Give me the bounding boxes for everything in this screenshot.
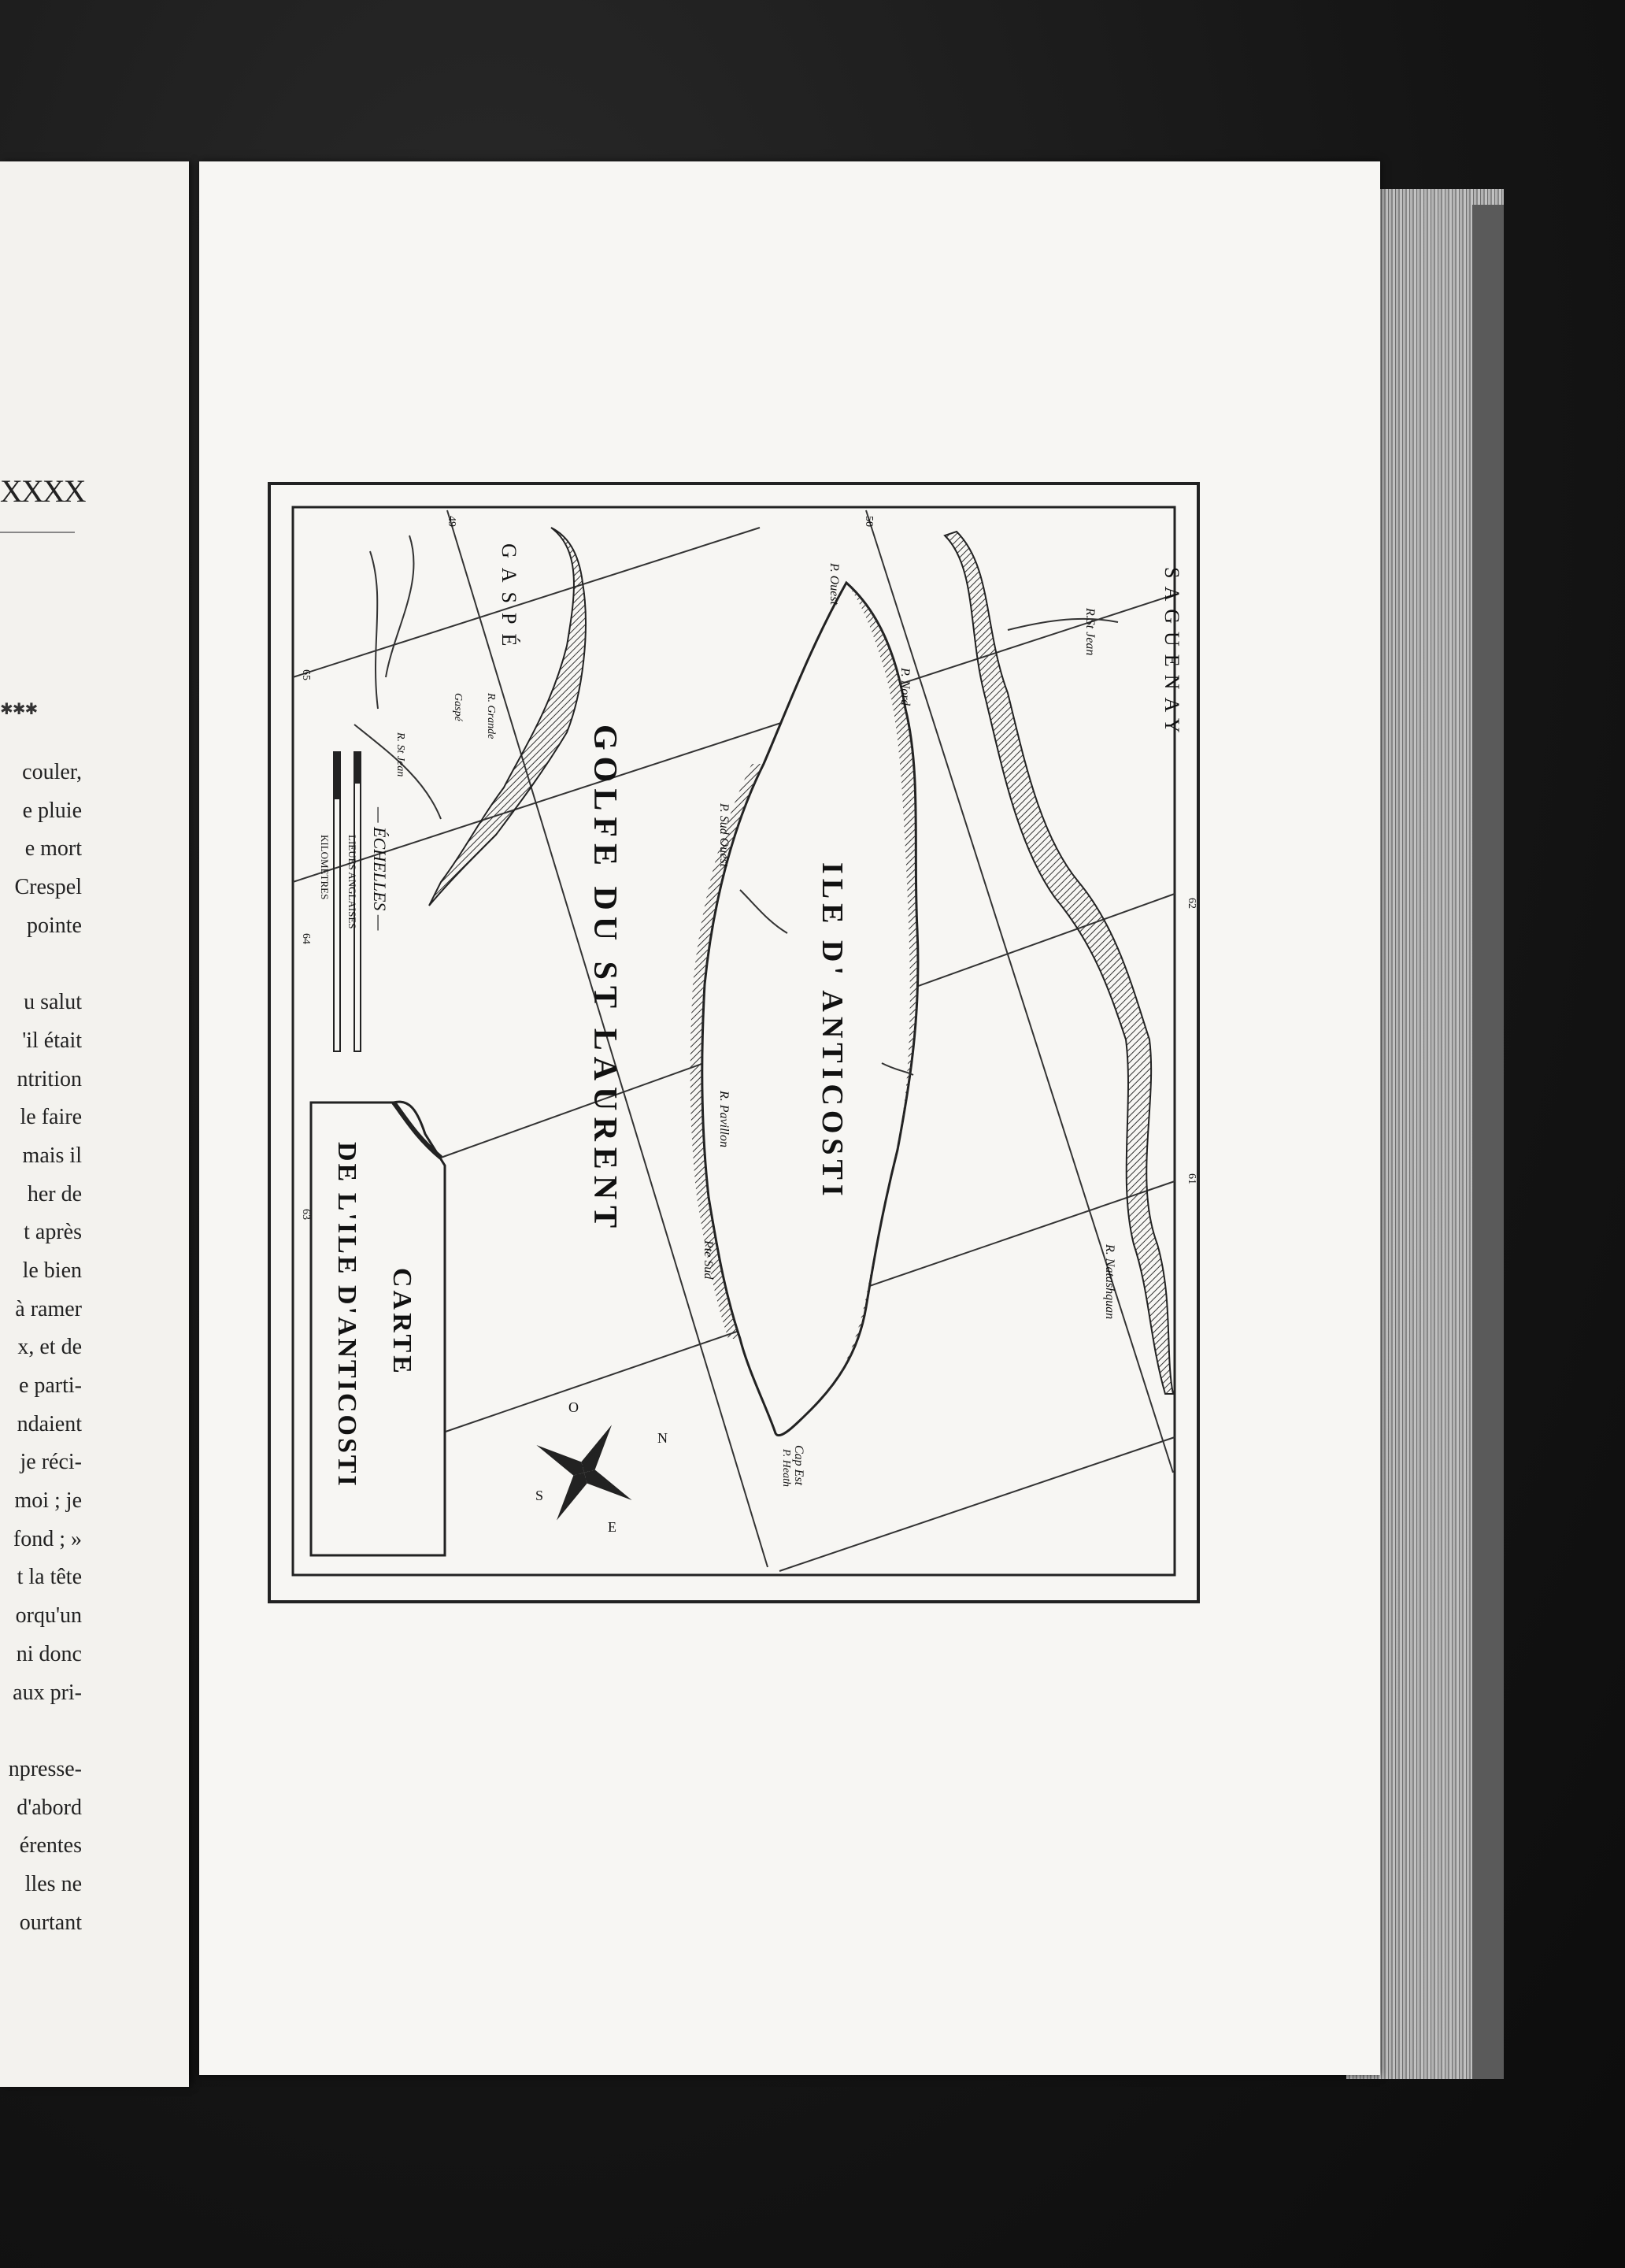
left-text-line: npresse-: [8, 1756, 82, 1781]
scale-leagues: LIEUES ANGLAISES: [346, 835, 358, 929]
left-text-line: ndaient: [17, 1411, 82, 1436]
map-title-line2: DE L'ILE D'ANTICOSTI: [332, 1142, 361, 1488]
left-text-line: Crespel: [14, 875, 82, 900]
left-text-line: pointe: [27, 913, 82, 938]
left-text-line: t la tête: [17, 1565, 82, 1590]
degree-label-61: 61: [1186, 1173, 1197, 1184]
left-text-line: e mort: [24, 836, 82, 862]
left-text-line: ourtant: [19, 1910, 82, 1935]
compass-o: O: [568, 1399, 579, 1415]
left-text-line: je réci-: [20, 1450, 82, 1475]
saguenay-label: SAGUENAY: [1160, 567, 1183, 741]
degree-label-50: 50: [863, 516, 875, 527]
left-text-line: d'abord: [17, 1795, 82, 1820]
place-p-heath: P. Heath: [780, 1449, 792, 1487]
scale-km: KILOMETRES: [319, 835, 331, 900]
chapter-ornament: XXXX: [0, 473, 85, 509]
place-r-grande: R. Grande: [485, 693, 497, 739]
place-gaspe-town: Gaspé: [452, 693, 464, 721]
compass-rose-icon: [509, 1397, 659, 1547]
place-p-nord: P. Nord: [898, 668, 912, 706]
place-st-jean: R.St Jean: [1083, 608, 1097, 656]
left-text-line: e pluie: [22, 798, 82, 823]
left-text-line: fond ; »: [13, 1526, 82, 1551]
degree-label-64: 64: [300, 933, 312, 944]
degree-label-49: 49: [446, 516, 457, 527]
place-pte-sud: Pte Sud: [701, 1240, 715, 1280]
left-text-line: à ramer: [15, 1296, 82, 1321]
place-p-ouest: P. Ouest: [827, 563, 841, 606]
left-text-line: le bien: [22, 1258, 82, 1283]
left-text-line: her de: [27, 1181, 82, 1206]
left-text-line: 'il était: [22, 1028, 82, 1053]
left-text-line: ni donc: [16, 1641, 82, 1666]
left-text-line: érentes: [19, 1833, 82, 1858]
title-cartouche: [311, 1102, 445, 1555]
island-label: ILE D' ANTICOSTI: [816, 862, 849, 1201]
place-r-st-jean-gaspe: R. St Jean: [394, 732, 406, 777]
left-text-line: t après: [24, 1220, 82, 1245]
left-text-line: ntrition: [17, 1066, 82, 1091]
place-natashquan: R. Natashquan: [1103, 1244, 1116, 1320]
small-ornament: ✱✱✱: [0, 701, 38, 718]
place-p-sud-ouest: P. Sud Ouest: [717, 803, 731, 868]
compass-n: N: [657, 1430, 668, 1446]
left-text-line: lles ne: [24, 1871, 82, 1896]
left-text-line: moi ; je: [14, 1488, 82, 1514]
compass-e: E: [608, 1519, 616, 1535]
gaspe-label: GASPÉ: [498, 543, 520, 656]
left-text-line: u salut: [24, 990, 82, 1015]
gulf-label: GOLFE DU ST LAURENT: [587, 724, 623, 1235]
place-pavillon: R. Pavillon: [717, 1091, 731, 1147]
left-text-line: couler,: [22, 760, 82, 784]
compass-s: S: [535, 1488, 544, 1503]
map-title-line1: CARTE: [387, 1268, 416, 1377]
scale-title: — ÉCHELLES —: [370, 807, 390, 931]
left-text-line: aux pri-: [13, 1680, 82, 1705]
north-shore-coast: [945, 532, 1173, 1394]
left-text-line: mais il: [22, 1143, 82, 1168]
degree-label-65: 65: [300, 669, 312, 680]
left-text-line: le faire: [20, 1105, 82, 1130]
degree-label-63: 63: [300, 1209, 312, 1220]
left-text-line: e parti-: [18, 1373, 82, 1398]
anticosti-island: [690, 583, 918, 1436]
place-cap-est: Cap Est: [792, 1445, 805, 1486]
left-text-line: orqu'un: [15, 1603, 82, 1629]
left-text-line: x, et de: [17, 1335, 82, 1360]
degree-label-62: 62: [1186, 898, 1197, 909]
